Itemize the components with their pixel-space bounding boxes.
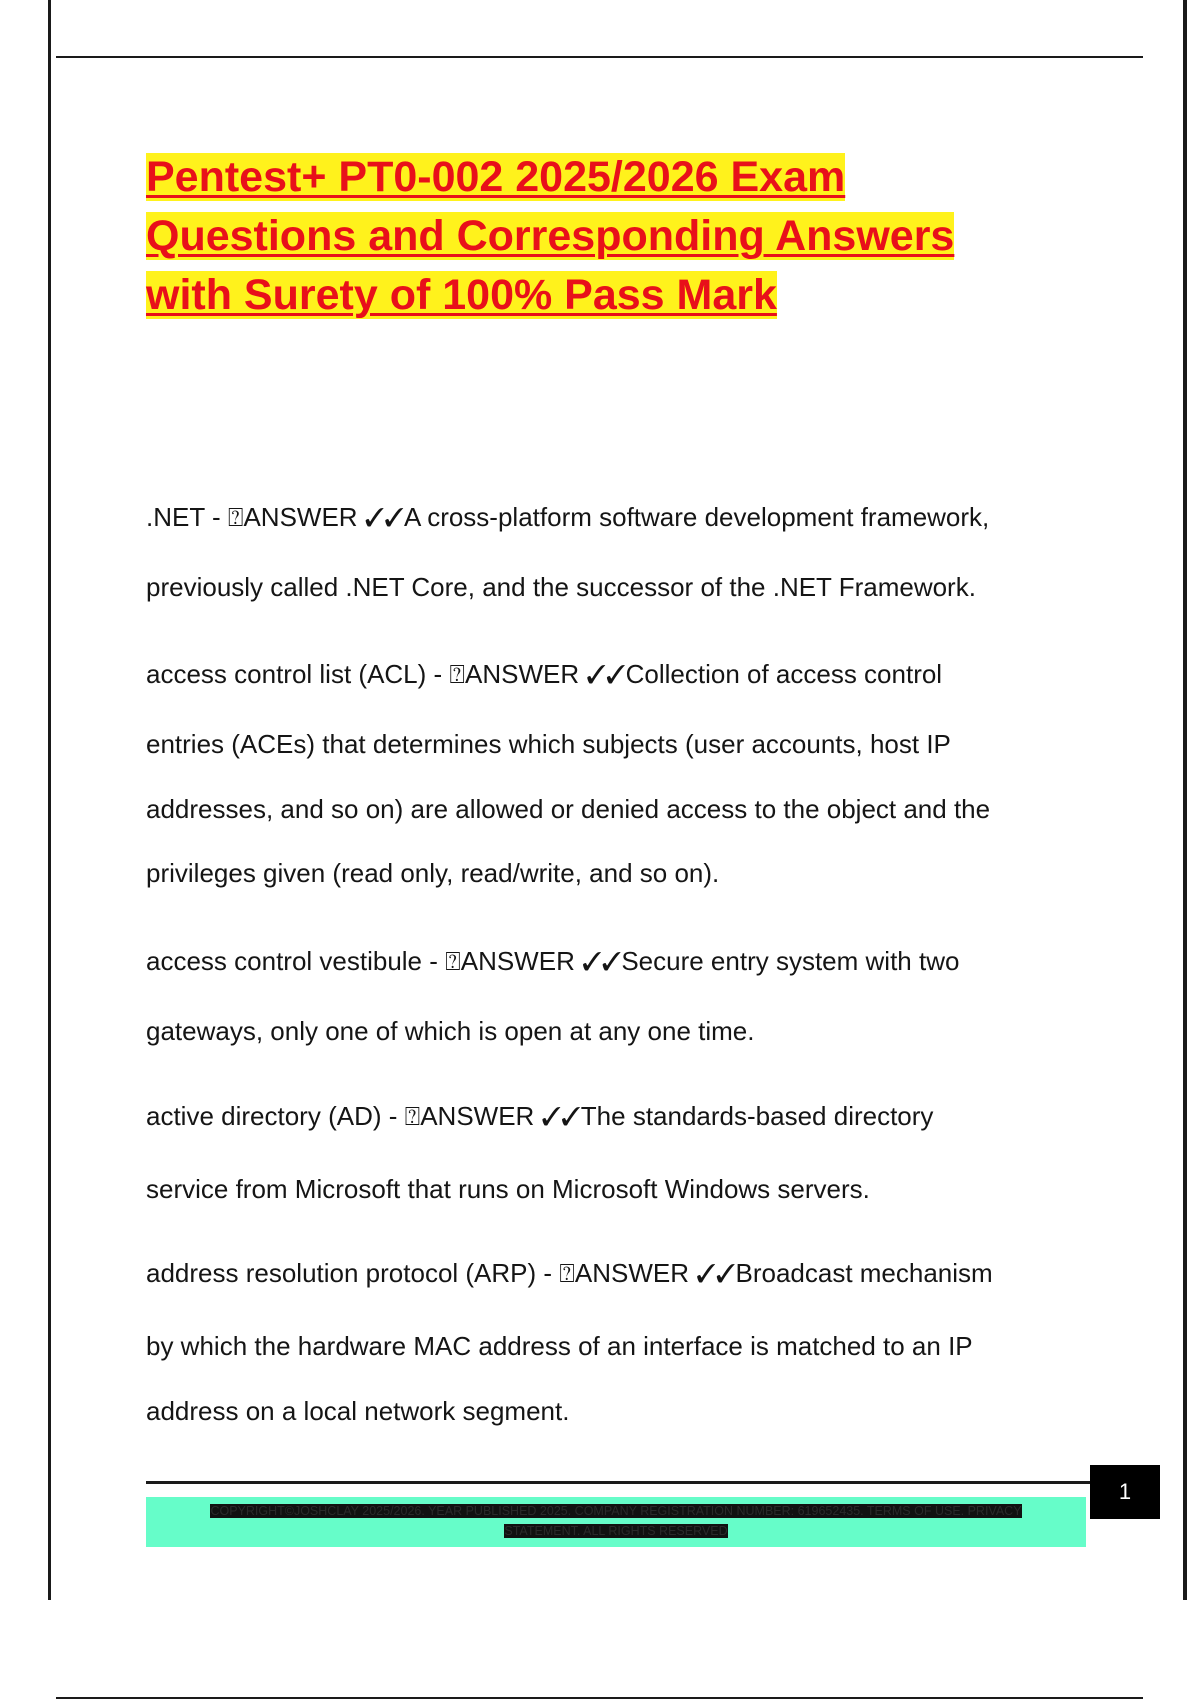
header-rule: [56, 56, 1143, 58]
entry-line: access control vestibule - ⍰ANSWER ✓✓Secure entry system with two: [146, 946, 960, 976]
qa-entry-acl: [146, 659, 1076, 889]
document-title: [146, 148, 1106, 325]
entry-line: gateways, only one of which is open at any one time.: [146, 1016, 755, 1046]
page-right-border: [1183, 0, 1187, 1600]
qa-entry-active-directory: [146, 1101, 1076, 1205]
entry-line: addresses, and so on) are allowed or denied access to the object and the: [146, 794, 991, 824]
entry-line: address on a local network segment.: [146, 1396, 570, 1426]
qa-entry-dotnet: [146, 502, 1076, 603]
copyright-line: STATEMENT. ALL RIGHTS RESERVED: [504, 1524, 728, 1538]
qa-entry-arp: [146, 1258, 1076, 1427]
page-number: 1: [1090, 1465, 1160, 1519]
qa-entry-vestibule: [146, 946, 1076, 1047]
entry-line: .NET - ⍰ANSWER ✓✓A cross-platform software development framework,: [146, 502, 990, 532]
entry-line: address resolution protocol (ARP) - ⍰ANSWER ✓✓Broadcast mechanism: [146, 1258, 993, 1288]
copyright-line: COPYRIGHT©JOSHCLAY 2025/2026. YEAR PUBLISHED 2025. COMPANY REGISTRATION NUMBER: 619652435. TERMS OF USE. PRIVACY: [210, 1504, 1022, 1518]
page-left-border: [48, 0, 51, 1600]
entry-line: privileges given (read only, read/write, and so on).: [146, 858, 720, 888]
bottom-rule: [56, 1697, 1143, 1699]
entry-line: by which the hardware MAC address of an interface is matched to an IP: [146, 1331, 973, 1361]
title-line: Questions and Corresponding Answers: [146, 212, 955, 260]
copyright-footer: [146, 1497, 1086, 1547]
footer-rule: [146, 1481, 1090, 1484]
entry-line: active directory (AD) - ⍰ANSWER ✓✓The standards-based directory: [146, 1101, 934, 1131]
entry-line: previously called .NET Core, and the successor of the .NET Framework.: [146, 572, 976, 602]
entry-line: service from Microsoft that runs on Microsoft Windows servers.: [146, 1174, 870, 1204]
entry-line: entries (ACEs) that determines which subjects (user accounts, host IP: [146, 729, 951, 759]
title-line: Pentest+ PT0-002 2025/2026 Exam: [146, 153, 846, 201]
entry-line: access control list (ACL) - ⍰ANSWER ✓✓Collection of access control: [146, 659, 943, 689]
title-line: with Surety of 100% Pass Mark: [146, 271, 777, 319]
